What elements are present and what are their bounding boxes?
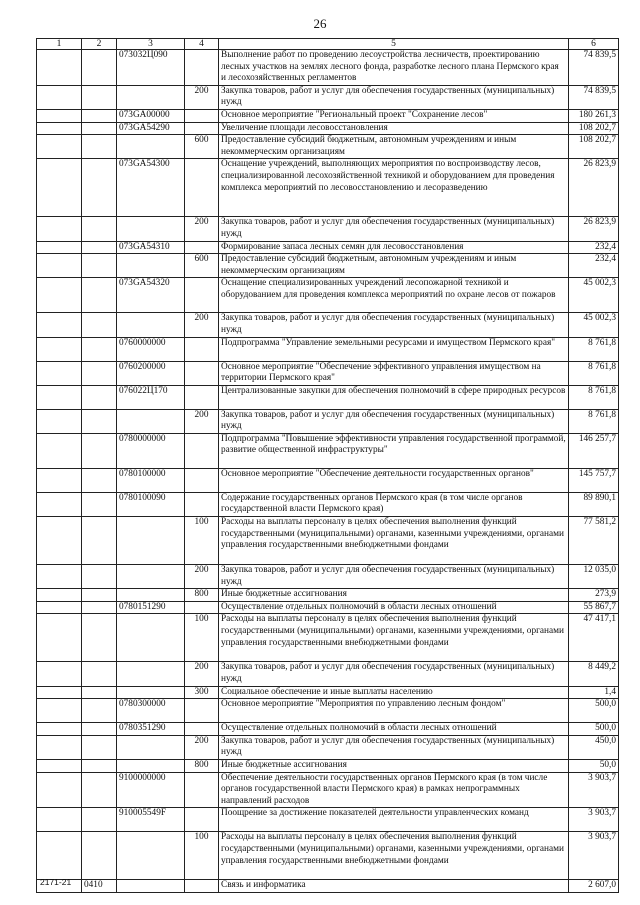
cell-expense-type: 200 [185,565,219,589]
cell-amount: 55 867,7 [569,601,619,614]
cell-description: Закупка товаров, работ и услуг для обеспечения государственных (муниципальных) нужд [219,313,569,337]
cell-expense-type: 300 [185,686,219,699]
cell-section [82,760,117,773]
cell-expense-type [185,699,219,723]
cell-col1 [37,517,82,565]
cell-col1 [37,662,82,686]
table-row [37,109,619,122]
cell-description: Закупка товаров, работ и услуг для обеспечения государственных (муниципальных) нужд [219,217,569,241]
cell-section [82,699,117,723]
cell-amount: 450,0 [569,735,619,759]
cell-amount: 145 757,7 [569,468,619,492]
table-row [37,492,619,516]
cell-target-code: 073GA54290 [117,122,185,135]
cell-description: Расходы на выплаты персоналу в целях обеспечения выполнения функций государственными (муниципальными) органами, казенными учреждениями, органами управления государственными внебюджетными фондами [219,517,569,565]
table-row [37,772,619,808]
cell-col1 [37,589,82,602]
cell-col1 [37,85,82,109]
table-row [37,135,619,159]
cell-expense-type [185,241,219,254]
cell-description: Иные бюджетные ассигнования [219,589,569,602]
cell-description: Социальное обеспечение и иные выплаты населению [219,686,569,699]
table-row [37,589,619,602]
cell-description: Иные бюджетные ассигнования [219,760,569,773]
cell-target-code: 0760000000 [117,337,185,361]
cell-amount: 500,0 [569,699,619,723]
cell-amount: 500,0 [569,723,619,736]
column-header: 2 [82,39,117,50]
cell-section [82,832,117,880]
cell-amount: 45 002,3 [569,278,619,313]
cell-expense-type [185,278,219,313]
table-row [37,760,619,773]
budget-table [36,38,619,893]
cell-col1 [37,122,82,135]
cell-target-code [117,409,185,433]
cell-col1 [37,492,82,516]
cell-section [82,492,117,516]
cell-expense-type [185,159,219,217]
table-row [37,337,619,361]
table-row [37,517,619,565]
column-header: 4 [185,39,219,50]
cell-amount: 273,9 [569,589,619,602]
cell-section [82,385,117,409]
cell-target-code: 0760200000 [117,361,185,385]
cell-target-code: 9100000000 [117,772,185,808]
cell-expense-type: 200 [185,662,219,686]
cell-description: Основное мероприятие "Обеспечение эффективного управления имуществом на территории Пермского края" [219,361,569,385]
cell-target-code [117,662,185,686]
cell-amount: 45 002,3 [569,313,619,337]
cell-section [82,735,117,759]
table-row [37,723,619,736]
cell-amount: 108 202,7 [569,122,619,135]
cell-target-code: 0780351290 [117,723,185,736]
cell-target-code: 073GA54300 [117,159,185,217]
cell-target-code: 910005549F [117,808,185,832]
cell-description: Расходы на выплаты персоналу в целях обеспечения выполнения функций государственными (муниципальными) органами, казенными учреждениями, органами управления государственными внебюджетными фондами [219,832,569,880]
cell-target-code: 0780151290 [117,601,185,614]
table-row [37,565,619,589]
cell-description: Выполнение работ по проведению лесоустройства лесничеств, проектированию лесных участков на землях лесного фонда, разработке лесного плана Пермского края и лесохозяйственных регламентов [219,50,569,86]
table-row [37,699,619,723]
cell-target-code [117,686,185,699]
cell-description: Подпрограмма "Повышение эффективности управления государственной программой, развитие общественной инфраструктуры" [219,433,569,468]
cell-section [82,313,117,337]
cell-expense-type [185,808,219,832]
cell-description: Основное мероприятие "Региональный проект "Сохранение лесов" [219,109,569,122]
table-row [37,50,619,86]
cell-section [82,278,117,313]
cell-description: Централизованные закупки для обеспечения полномочий в сфере природных ресурсов [219,385,569,409]
cell-expense-type [185,601,219,614]
cell-target-code [117,880,185,893]
cell-amount: 3 903,7 [569,808,619,832]
cell-section [82,614,117,662]
footer-document-code: 2171-21 [40,877,72,887]
cell-section [82,135,117,159]
cell-description: Закупка товаров, работ и услуг для обеспечения государственных (муниципальных) нужд [219,565,569,589]
page-number: 26 [313,16,327,31]
cell-col1 [37,278,82,313]
table-row [37,217,619,241]
cell-col1 [37,254,82,278]
cell-section [82,601,117,614]
cell-section [82,159,117,217]
cell-section [82,772,117,808]
cell-description: Связь и информатика [219,880,569,893]
cell-target-code [117,760,185,773]
cell-target-code [117,135,185,159]
column-header: 3 [117,39,185,50]
cell-section [82,517,117,565]
cell-section [82,433,117,468]
cell-col1 [37,565,82,589]
cell-amount: 8 449,2 [569,662,619,686]
cell-target-code: 0780000000 [117,433,185,468]
cell-expense-type [185,492,219,516]
cell-target-code [117,254,185,278]
cell-expense-type [185,109,219,122]
cell-target-code: 073GA54320 [117,278,185,313]
cell-target-code: 076022Ц170 [117,385,185,409]
cell-section [82,409,117,433]
cell-expense-type [185,337,219,361]
table-row [37,385,619,409]
cell-amount: 74 839,5 [569,85,619,109]
cell-amount: 146 257,7 [569,433,619,468]
table-row [37,808,619,832]
cell-expense-type: 200 [185,409,219,433]
table-row [37,85,619,109]
cell-amount: 77 581,2 [569,517,619,565]
table-row [37,159,619,217]
cell-expense-type: 200 [185,313,219,337]
cell-amount: 74 839,5 [569,50,619,86]
cell-description: Предоставление субсидий бюджетным, автономным учреждениям и иным некоммерческим организациям [219,135,569,159]
cell-amount: 8 761,8 [569,337,619,361]
table-row [37,832,619,880]
cell-section [82,50,117,86]
cell-amount: 3 903,7 [569,772,619,808]
cell-description: Основное мероприятие "Мероприятия по управлению лесным фондом" [219,699,569,723]
cell-target-code [117,565,185,589]
cell-target-code [117,85,185,109]
table-row [37,313,619,337]
cell-target-code [117,614,185,662]
cell-expense-type [185,122,219,135]
cell-target-code [117,517,185,565]
cell-col1 [37,135,82,159]
cell-target-code: 0780100000 [117,468,185,492]
table-row [37,601,619,614]
cell-expense-type: 100 [185,614,219,662]
cell-expense-type: 600 [185,135,219,159]
table-row [37,662,619,686]
cell-col1 [37,433,82,468]
cell-col1 [37,361,82,385]
cell-col1 [37,217,82,241]
table-row [37,241,619,254]
cell-section [82,468,117,492]
cell-description: Осуществление отдельных полномочий в области лесных отношений [219,723,569,736]
cell-section [82,565,117,589]
cell-description: Осуществление отдельных полномочий в области лесных отношений [219,601,569,614]
cell-target-code [117,735,185,759]
cell-target-code: 073GA00000 [117,109,185,122]
cell-expense-type [185,723,219,736]
cell-col1 [37,699,82,723]
cell-amount: 180 261,3 [569,109,619,122]
cell-section [82,723,117,736]
cell-description: Основное мероприятие "Обеспечение деятельности государственных органов" [219,468,569,492]
cell-col1 [37,337,82,361]
cell-target-code: 0780300000 [117,699,185,723]
cell-description: Формирование запаса лесных семян для лесовосстановления [219,241,569,254]
cell-target-code [117,313,185,337]
cell-section [82,109,117,122]
cell-description: Обеспечение деятельности государственных органов Пермского края (в том числе органов государственной власти Пермского края) в рамках непрограммных направлений расходов [219,772,569,808]
table-row [37,686,619,699]
cell-description: Предоставление субсидий бюджетным, автономным учреждениям и иным некоммерческим организациям [219,254,569,278]
column-header: 6 [569,39,619,50]
table-header-row [37,39,619,50]
cell-section [82,85,117,109]
cell-section [82,217,117,241]
cell-col1 [37,760,82,773]
cell-description: Поощрение за достижение показателей деятельности управленческих команд [219,808,569,832]
cell-expense-type: 100 [185,517,219,565]
cell-section [82,254,117,278]
cell-target-code: 0780100090 [117,492,185,516]
cell-target-code: 073GA54310 [117,241,185,254]
cell-col1 [37,686,82,699]
table-row [37,122,619,135]
cell-amount: 3 903,7 [569,832,619,880]
cell-col1 [37,159,82,217]
cell-col1 [37,832,82,880]
cell-description: Оснащение учреждений, выполняющих мероприятия по воспроизводству лесов, специализированной лесохозяйственной техникой и оборудованием для проведения комплекса мероприятий по лесовосстановлению и лесоразведению [219,159,569,217]
column-header: 1 [37,39,82,50]
cell-amount: 8 761,8 [569,361,619,385]
cell-expense-type: 200 [185,85,219,109]
cell-description: Закупка товаров, работ и услуг для обеспечения государственных (муниципальных) нужд [219,662,569,686]
cell-amount: 12 035,0 [569,565,619,589]
cell-section [82,589,117,602]
cell-amount: 89 890,1 [569,492,619,516]
cell-expense-type: 200 [185,735,219,759]
cell-col1 [37,723,82,736]
cell-expense-type [185,772,219,808]
cell-expense-type [185,880,219,893]
cell-description: Содержание государственных органов Пермского края (в том числе органов государственной власти Пермского края) [219,492,569,516]
cell-description: Подпрограмма "Управление земельными ресурсами и имуществом Пермского края" [219,337,569,361]
cell-expense-type [185,385,219,409]
cell-section [82,122,117,135]
table-row [37,614,619,662]
cell-col1 [37,808,82,832]
cell-col1 [37,468,82,492]
cell-amount: 232,4 [569,241,619,254]
table-row [37,880,619,893]
cell-amount: 232,4 [569,254,619,278]
cell-col1 [37,735,82,759]
cell-description: Закупка товаров, работ и услуг для обеспечения государственных (муниципальных) нужд [219,735,569,759]
cell-col1 [37,409,82,433]
cell-section [82,686,117,699]
cell-col1 [37,313,82,337]
cell-section [82,241,117,254]
table-row [37,735,619,759]
cell-description: Расходы на выплаты персоналу в целях обеспечения выполнения функций государственными (муниципальными) органами, казенными учреждениями, органами управления государственными внебюджетными фондами [219,614,569,662]
cell-col1 [37,109,82,122]
cell-description: Увеличение площади лесовосстановления [219,122,569,135]
cell-description: Оснащение специализированных учреждений лесопожарной техникой и оборудованием для проведения комплекса мероприятий по охране лесов от пожаров [219,278,569,313]
cell-col1 [37,601,82,614]
cell-amount: 2 607,0 [569,880,619,893]
cell-target-code [117,589,185,602]
cell-expense-type: 600 [185,254,219,278]
cell-amount: 1,4 [569,686,619,699]
cell-target-code [117,217,185,241]
cell-section [82,337,117,361]
cell-section [82,808,117,832]
cell-amount: 8 761,8 [569,385,619,409]
table-row [37,361,619,385]
cell-col1 [37,385,82,409]
cell-target-code [117,832,185,880]
cell-amount: 26 823,9 [569,159,619,217]
cell-description: Закупка товаров, работ и услуг для обеспечения государственных (муниципальных) нужд [219,85,569,109]
cell-col1 [37,50,82,86]
cell-section [82,361,117,385]
cell-amount: 8 761,8 [569,409,619,433]
table-row [37,409,619,433]
cell-section: 0410 [82,880,117,893]
cell-amount: 47 417,1 [569,614,619,662]
cell-target-code: 073032Ц090 [117,50,185,86]
cell-expense-type [185,468,219,492]
table-row [37,433,619,468]
table-row [37,278,619,313]
cell-expense-type: 200 [185,217,219,241]
cell-col1 [37,241,82,254]
cell-col1 [37,614,82,662]
cell-description: Закупка товаров, работ и услуг для обеспечения государственных (муниципальных) нужд [219,409,569,433]
cell-amount: 26 823,9 [569,217,619,241]
table-row [37,468,619,492]
cell-section [82,662,117,686]
cell-expense-type: 800 [185,760,219,773]
cell-expense-type: 800 [185,589,219,602]
cell-expense-type [185,50,219,86]
table-row [37,254,619,278]
cell-expense-type [185,361,219,385]
cell-amount: 50,0 [569,760,619,773]
cell-expense-type: 100 [185,832,219,880]
cell-expense-type [185,433,219,468]
cell-col1 [37,772,82,808]
cell-amount: 108 202,7 [569,135,619,159]
column-header: 5 [219,39,569,50]
